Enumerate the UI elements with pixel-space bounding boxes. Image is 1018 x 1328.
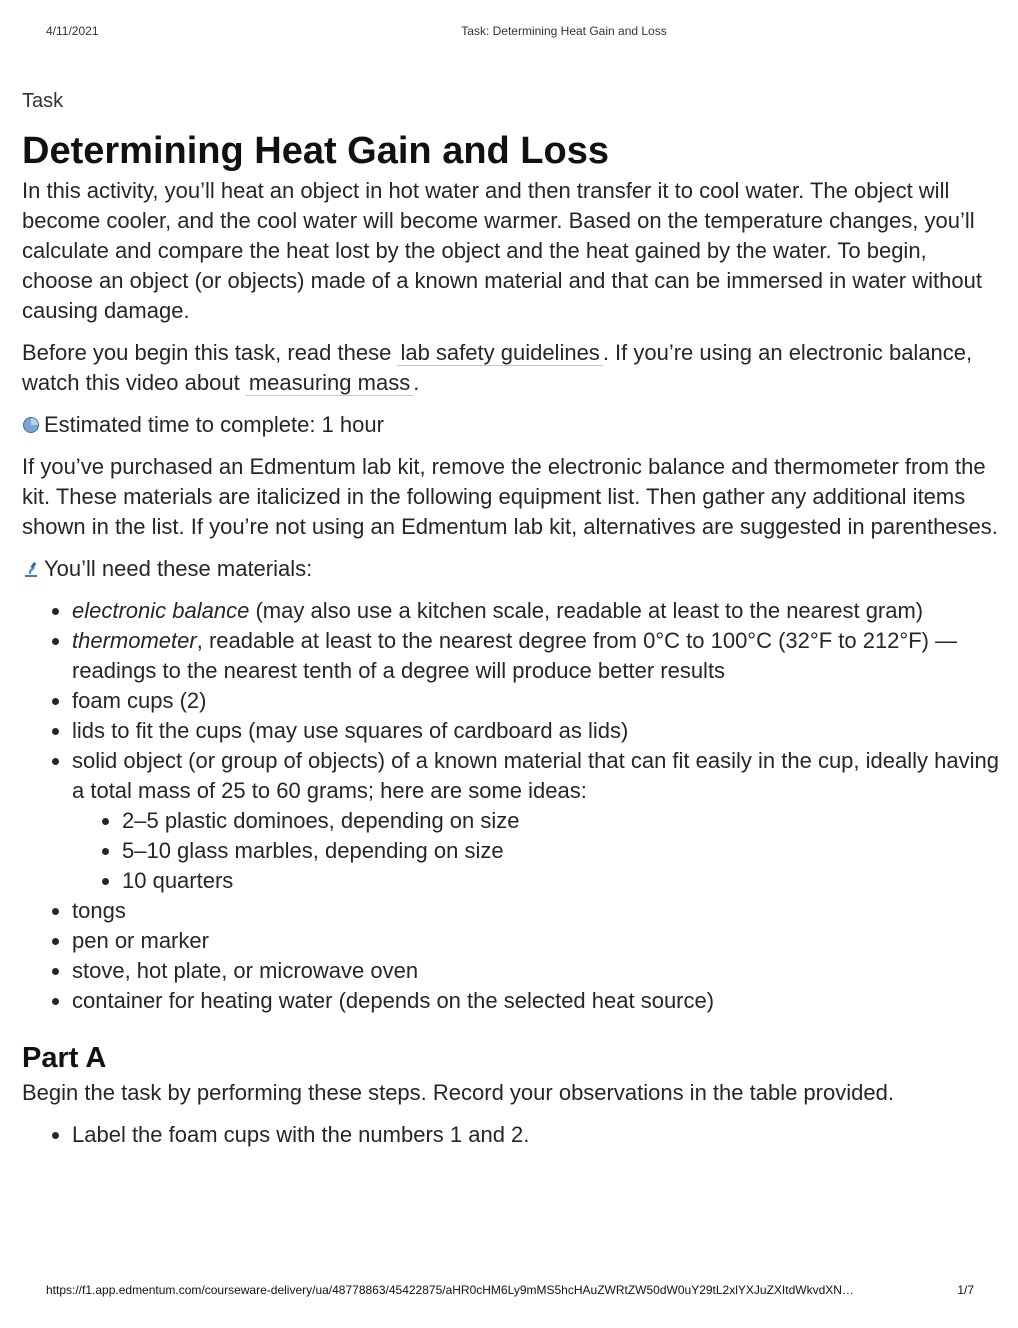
list-item: • pen or marker: [72, 926, 1002, 956]
task-content: [22, 86, 1002, 1150]
ideas-list: [72, 806, 1002, 896]
item-text: solid object (or group of objects) of a known material that can fit easily in the cup, ideally having a total mass of 25 to 60 grams; here are some ideas:: [72, 748, 999, 803]
materials-list: [22, 596, 1002, 1016]
intro-paragraph: In this activity, you’ll heat an object in hot water and then transfer it to cool water. The object will become cooler, and the cool water will become warmer. Based on the temperature changes, you’ll calculate and compare the heat lost by the object and the heat gained by the water. To begin, choose an object (or objects) made of a known material and that can be immersed in water without causing damage.: [22, 178, 982, 323]
list-item: • lids to fit the cups (may use squares of cardboard as lids): [72, 716, 1002, 746]
footer-url: https://f1.app.edmentum.com/courseware-delivery/ua/48778863/45422875/aHR0cHM6Ly9mMS5hcHAuZWRtZW50dW0uY29tL2xlYXJuZXItdWkvdXN…: [46, 1283, 854, 1297]
materials-heading: [22, 554, 1002, 584]
item-text: (may also use a kitchen scale, readable at least to the nearest gram): [249, 598, 924, 623]
microscope-icon: [22, 560, 40, 578]
materials-heading-text: You’ll need these materials:: [44, 556, 313, 581]
part-a-steps: [22, 1120, 1002, 1150]
page-number: 1/7: [957, 1283, 974, 1297]
time-estimate: [22, 410, 1002, 440]
list-item: • 10 quarters: [122, 866, 1002, 896]
item-italic: electronic balance: [72, 598, 250, 623]
breadcrumb: Task: [22, 90, 64, 112]
safety-text-after: .: [413, 370, 420, 395]
list-item: • stove, hot plate, or microwave oven: [72, 956, 1002, 986]
measuring-mass-link[interactable]: measuring mass: [246, 370, 413, 396]
list-item: • container for heating water (depends on the selected heat source): [72, 986, 1002, 1016]
safety-text-before: Before you begin this task, read these: [22, 340, 398, 365]
part-a-intro: Begin the task by performing these steps. Record your observations in the table provided.: [22, 1080, 894, 1105]
list-item: [72, 626, 1002, 686]
list-item: • 2–5 plastic dominoes, depending on size: [122, 806, 1002, 836]
item-text: , readable at least to the nearest degree from 0°C to 100°C (32°F to 212°F) —readings to the nearest tenth of a degree will produce better results: [72, 628, 958, 683]
list-item: • tongs: [72, 896, 1002, 926]
kit-paragraph: If you’ve purchased an Edmentum lab kit, remove the electronic balance and thermometer from the kit. These materials are italicized in the following equipment list. Then gather any additional items shown in the list. If you’re not using an Edmentum lab kit, alternatives are suggested in parentheses.: [22, 454, 998, 539]
list-item: • Label the foam cups with the numbers 1 and 2.: [72, 1120, 1002, 1150]
lab-safety-link[interactable]: lab safety guidelines: [397, 340, 602, 366]
print-footer: [46, 1283, 974, 1297]
safety-paragraph: [22, 338, 1002, 398]
safety-text-middle: . If you’re using an electronic balance, watch this video about: [22, 340, 973, 395]
print-title: Task: Determining Heat Gain and Loss: [461, 24, 667, 38]
time-text: Estimated time to complete: 1 hour: [44, 412, 384, 437]
item-italic: thermometer: [72, 628, 197, 653]
part-a-heading: Part A: [22, 1042, 107, 1074]
clock-globe-icon: [22, 416, 40, 434]
page-title: Determining Heat Gain and Loss: [22, 130, 609, 172]
list-item: [72, 596, 1002, 626]
list-item: • 5–10 glass marbles, depending on size: [122, 836, 1002, 866]
list-item: [72, 746, 1002, 896]
list-item: • foam cups (2): [72, 686, 1002, 716]
print-date: 4/11/2021: [46, 24, 99, 38]
